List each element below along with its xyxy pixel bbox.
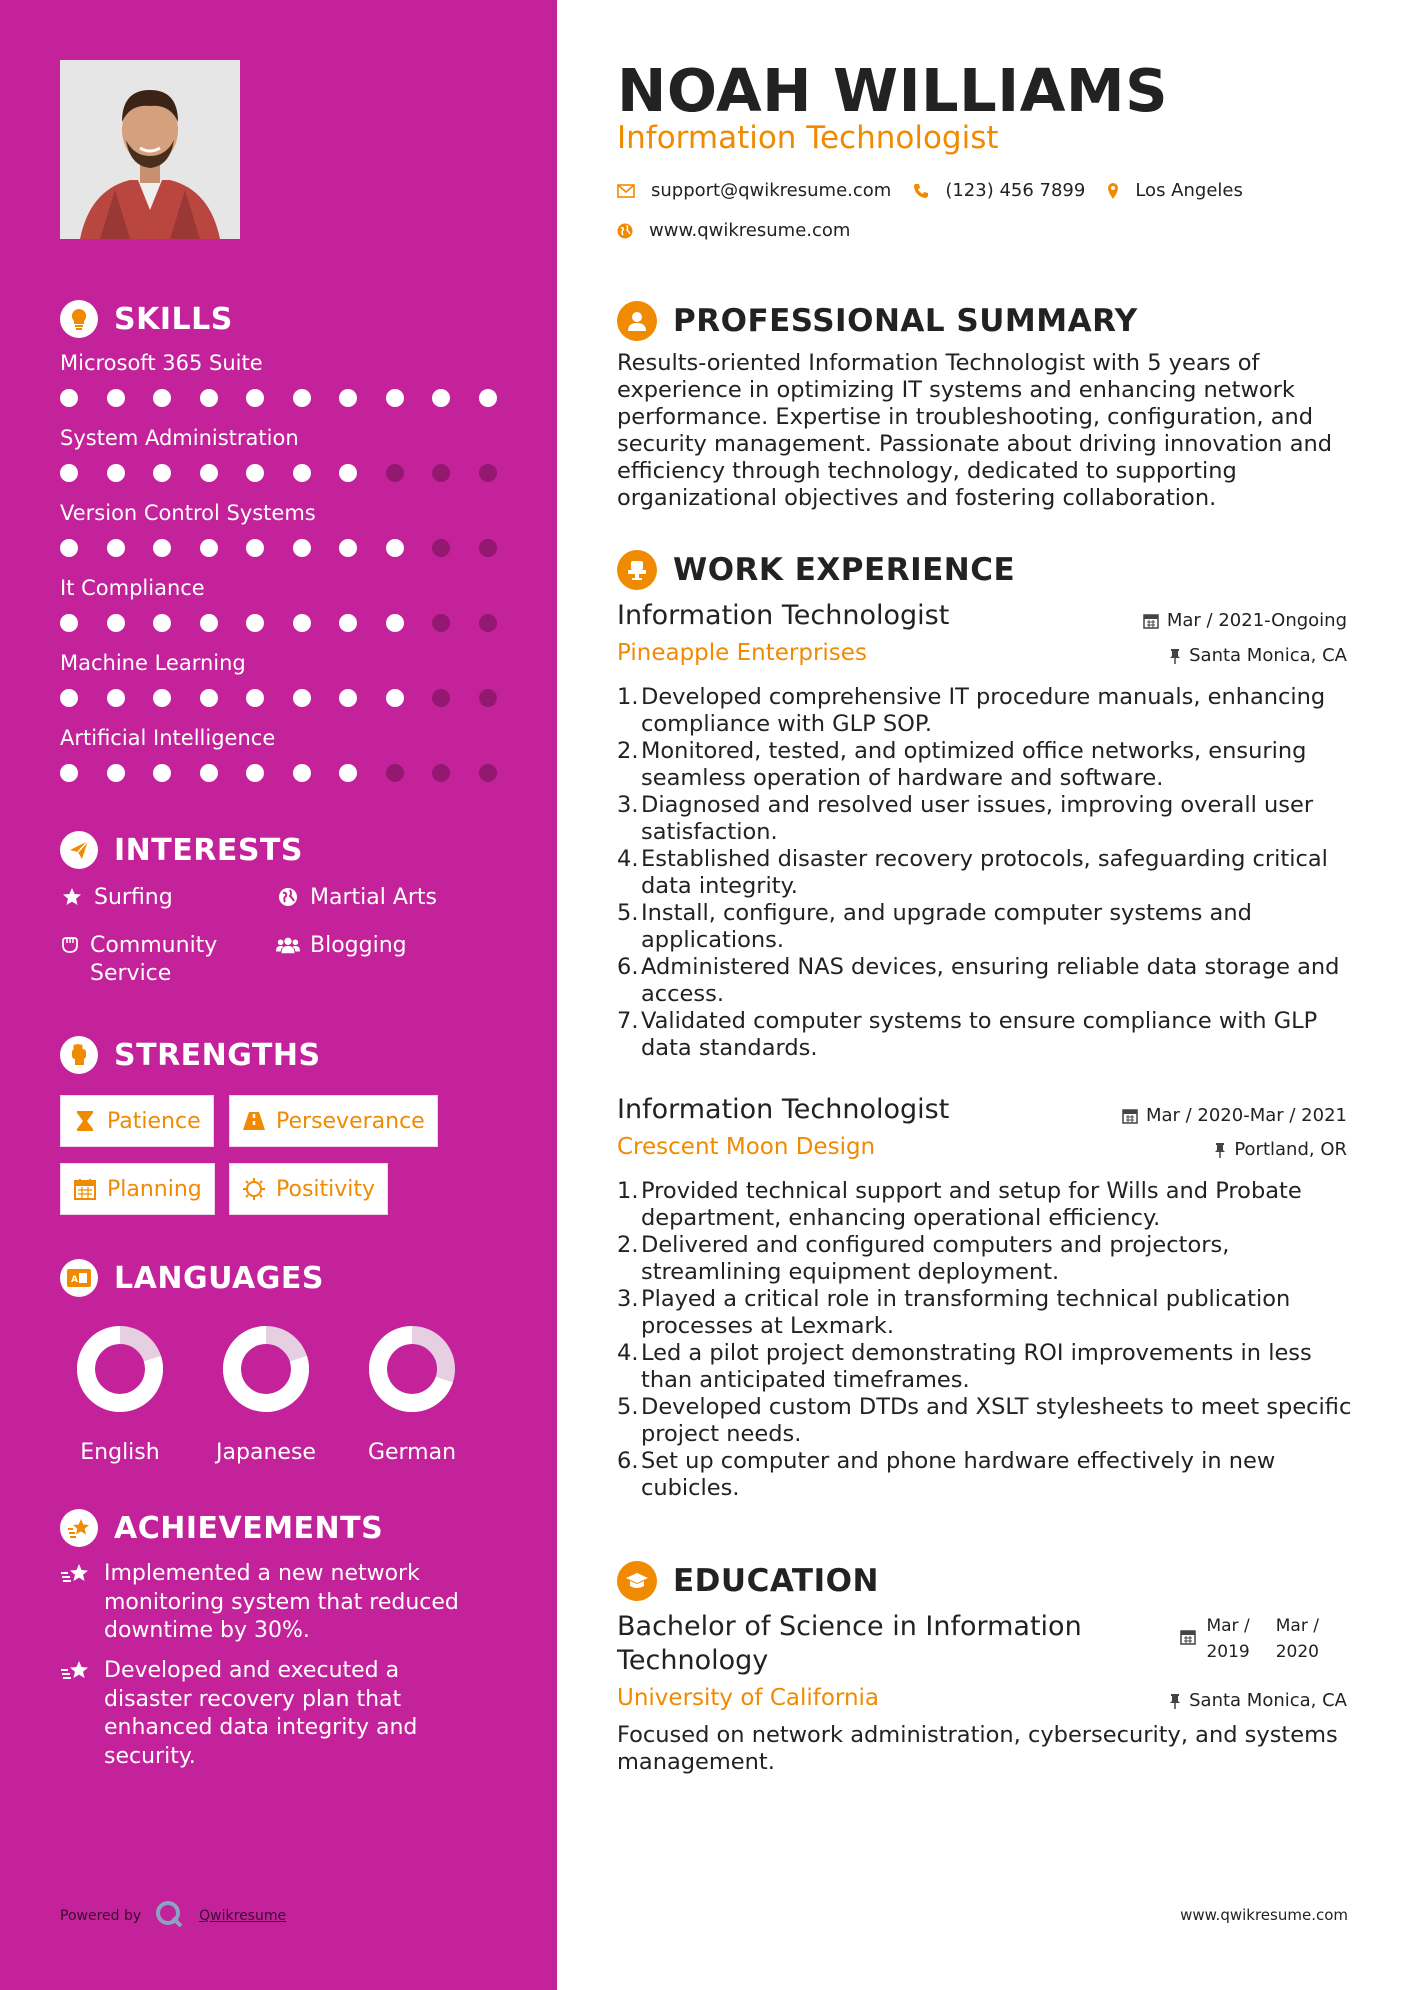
interest-label: Surfing	[94, 885, 173, 910]
candidate-role: Information Technologist	[617, 120, 999, 156]
languages-header	[60, 1256, 520, 1300]
strength-badge	[60, 1163, 215, 1215]
bullet-item	[617, 1394, 1357, 1448]
shooting-star-icon	[60, 1560, 90, 1646]
bullet-text: Delivered and configured computers and projectors, streamlining equipment deployment.	[641, 1232, 1230, 1285]
interests-section	[60, 828, 520, 988]
language-ring	[75, 1324, 165, 1414]
achievement-item	[60, 1657, 490, 1771]
job-title: Information Technologist	[617, 600, 950, 631]
education-end	[1276, 1613, 1319, 1665]
bullet-number: 4.	[617, 1340, 639, 1366]
fist-icon	[60, 1036, 98, 1074]
rating-dot	[386, 614, 404, 632]
rating-dot	[432, 389, 450, 407]
rating-dot	[339, 689, 357, 707]
job-title: Information Technologist	[617, 1094, 950, 1125]
rating-dot	[60, 764, 78, 782]
job-location-text: Portland, OR	[1234, 1139, 1347, 1160]
bullet-number: 2.	[617, 1232, 639, 1258]
interest-item	[60, 884, 173, 912]
rating-dot	[60, 614, 78, 632]
bullet-number: 5.	[617, 900, 639, 926]
profile-photo	[60, 60, 240, 239]
globe-icon	[617, 223, 633, 239]
language-name: Japanese	[216, 1440, 316, 1465]
rating-dot	[60, 689, 78, 707]
strengths-header	[60, 1033, 520, 1077]
job-location-text: Santa Monica, CA	[1189, 645, 1347, 666]
bullet-number: 3.	[617, 792, 639, 818]
bullet-number: 1.	[617, 1178, 639, 1204]
rating-dot	[153, 464, 171, 482]
experience-title: WORK EXPERIENCE	[673, 552, 1016, 588]
achievements-section	[60, 1506, 520, 1550]
rating-dot	[60, 389, 78, 407]
education-location	[1169, 1690, 1347, 1711]
language-ring	[367, 1324, 457, 1414]
bullet-item	[617, 900, 1357, 954]
rating-dot	[386, 764, 404, 782]
rating-dot	[200, 539, 218, 557]
summary-text: Results-oriented Information Technologist with 5 years of experience in optimizing IT systems and enhancing network performance. Expertise in troubleshooting, configuration, and security management. Passionate about driving innovation and efficiency through technology, dedicated to supporting organizational objectives and fostering collaboration.	[617, 350, 1333, 511]
education-location-text: Santa Monica, CA	[1189, 1690, 1347, 1711]
sidebar	[0, 0, 557, 1990]
pushpin-icon	[1169, 648, 1181, 664]
education-school: University of California	[617, 1685, 880, 1711]
job-location	[1214, 1139, 1347, 1160]
calendar-icon	[1143, 613, 1159, 629]
job-bullets	[617, 1178, 1357, 1502]
summary-header	[617, 299, 1138, 343]
achievement-text: Implemented a new network monitoring system that reduced downtime by 30%.	[104, 1561, 459, 1643]
interest-item	[276, 932, 407, 960]
rating-dot	[246, 539, 264, 557]
education-end-month: Mar /	[1275, 1616, 1319, 1636]
rating-dot	[293, 539, 311, 557]
rating-dot	[153, 389, 171, 407]
skill-item	[60, 424, 520, 499]
rating-dot	[293, 764, 311, 782]
sun-icon	[242, 1177, 266, 1201]
pushpin-icon	[1214, 1142, 1226, 1158]
education-header	[617, 1559, 879, 1603]
interests-header	[60, 828, 520, 872]
skill-rating	[60, 614, 525, 632]
rating-dot	[200, 389, 218, 407]
job-bullets	[617, 684, 1357, 1062]
bullet-text: Played a critical role in transforming technical publication processes at Lexmark.	[641, 1286, 1291, 1339]
bullet-number: 7.	[617, 1008, 639, 1034]
rating-dot	[107, 614, 125, 632]
language-ring	[221, 1324, 311, 1414]
education-dates	[1180, 1613, 1319, 1665]
phone-icon	[913, 183, 929, 199]
rating-dot	[107, 539, 125, 557]
bullet-number: 1.	[617, 684, 639, 710]
rating-dot	[479, 389, 497, 407]
bullet-number: 6.	[617, 1448, 639, 1474]
skill-item	[60, 724, 520, 799]
users-icon	[276, 932, 300, 955]
rating-dot	[432, 764, 450, 782]
skills-list	[60, 349, 520, 799]
rating-dot	[386, 539, 404, 557]
job-company: Crescent Moon Design	[617, 1134, 876, 1160]
skill-rating	[60, 464, 525, 482]
job-dates-text: Mar / 2020-Mar / 2021	[1145, 1105, 1347, 1126]
skill-item	[60, 499, 520, 574]
rating-dot	[153, 614, 171, 632]
interest-label: Blogging	[310, 933, 407, 958]
shooting-star-icon	[60, 1657, 90, 1771]
paper-plane-icon	[60, 831, 98, 869]
rating-dot	[293, 689, 311, 707]
bullet-number: 5.	[617, 1394, 639, 1420]
language-name: German	[367, 1440, 457, 1465]
bullet-item	[617, 738, 1357, 792]
rating-dot	[153, 539, 171, 557]
skill-item	[60, 349, 520, 424]
skills-title: SKILLS	[114, 301, 233, 337]
skill-name: Version Control Systems	[60, 501, 316, 525]
bullet-number: 2.	[617, 738, 639, 764]
rating-dot	[246, 689, 264, 707]
rating-dot	[479, 689, 497, 707]
interest-label: Community Service	[90, 933, 218, 986]
qwikresume-link[interactable]: Qwikresume	[199, 1908, 287, 1924]
rating-dot	[60, 539, 78, 557]
bullet-item	[617, 1340, 1357, 1394]
rating-dot	[153, 764, 171, 782]
contact-location: Los Angeles	[1135, 180, 1243, 201]
rating-dot	[246, 764, 264, 782]
shooting-star-icon	[60, 1509, 98, 1547]
language-item	[206, 1324, 326, 1465]
summary-title: PROFESSIONAL SUMMARY	[673, 303, 1138, 339]
rating-dot	[246, 464, 264, 482]
strength-badge	[229, 1095, 438, 1147]
interest-label: Martial Arts	[310, 885, 438, 910]
contact-website[interactable]: www.qwikresume.com	[649, 220, 851, 241]
website-row	[617, 220, 850, 241]
rating-dot	[200, 614, 218, 632]
bullet-text: Developed custom DTDs and XSLT stylesheets to meet specific project needs.	[641, 1394, 1352, 1447]
rating-dot	[293, 464, 311, 482]
contact-row	[617, 180, 1243, 201]
bullet-text: Provided technical support and setup for Wills and Probate department, enhancing operational efficiency.	[641, 1178, 1302, 1231]
hand-icon	[60, 932, 80, 955]
achievement-text: Developed and executed a disaster recovery plan that enhanced data integrity and security.	[104, 1658, 418, 1769]
rating-dot	[293, 389, 311, 407]
skill-rating	[60, 539, 525, 557]
achievements-title: ACHIEVEMENTS	[114, 1510, 384, 1546]
rating-dot	[293, 614, 311, 632]
star-icon	[60, 884, 84, 907]
footer-url[interactable]: www.qwikresume.com	[1180, 1906, 1348, 1924]
bullet-text: Diagnosed and resolved user issues, improving overall user satisfaction.	[641, 792, 1314, 845]
rating-dot	[479, 464, 497, 482]
rating-dot	[479, 614, 497, 632]
rating-dot	[432, 614, 450, 632]
job-dates	[1122, 1105, 1347, 1126]
bullet-text: Led a pilot project demonstrating ROI improvements in less than anticipated timeframes.	[641, 1340, 1312, 1393]
briefcase-icon	[617, 550, 657, 590]
translate-icon	[60, 1259, 98, 1297]
skill-item	[60, 574, 520, 649]
rating-dot	[246, 614, 264, 632]
skills-section	[60, 297, 520, 799]
rating-dot	[386, 689, 404, 707]
strength-badge	[60, 1095, 214, 1147]
job-dates	[1143, 610, 1347, 631]
bullet-item	[617, 1232, 1357, 1286]
skill-name: Microsoft 365 Suite	[60, 351, 263, 375]
achievements-header	[60, 1506, 520, 1550]
skill-name: Machine Learning	[60, 651, 246, 675]
skill-rating	[60, 689, 525, 707]
rating-dot	[246, 389, 264, 407]
job-company: Pineapple Enterprises	[617, 640, 867, 666]
bullet-item	[617, 1448, 1357, 1502]
rating-dot	[339, 464, 357, 482]
road-icon	[242, 1109, 266, 1133]
bullet-item	[617, 1178, 1357, 1232]
rating-dot	[339, 614, 357, 632]
interest-item	[276, 884, 437, 912]
bullet-text: Install, configure, and upgrade computer systems and applications.	[641, 900, 1252, 953]
education-start-year: 2019	[1206, 1642, 1250, 1662]
rating-dot	[107, 389, 125, 407]
job-location	[1169, 645, 1347, 666]
strength-label: Planning	[107, 1176, 202, 1202]
lightbulb-icon	[60, 300, 98, 338]
language-item	[352, 1324, 472, 1465]
strength-label: Patience	[107, 1108, 201, 1134]
envelope-icon	[617, 184, 635, 198]
bullet-text: Set up computer and phone hardware effectively in new cubicles.	[641, 1448, 1276, 1501]
rating-dot	[432, 539, 450, 557]
rating-dot	[432, 689, 450, 707]
education-title: EDUCATION	[673, 1563, 879, 1599]
bullet-item	[617, 1286, 1357, 1340]
rating-dot	[107, 689, 125, 707]
skill-name: Artificial Intelligence	[60, 726, 276, 750]
globe-icon	[276, 884, 300, 907]
rating-dot	[200, 689, 218, 707]
skills-header	[60, 297, 520, 341]
rating-dot	[479, 764, 497, 782]
contact-email[interactable]: support@qwikresume.com	[651, 180, 892, 201]
rating-dot	[107, 764, 125, 782]
strengths-section	[60, 1033, 520, 1223]
bullet-item	[617, 684, 1357, 738]
rating-dot	[153, 689, 171, 707]
education-degree: Bachelor of Science in Information Technology	[617, 1611, 1082, 1676]
rating-dot	[339, 539, 357, 557]
bullet-item	[617, 1008, 1357, 1062]
bullet-item	[617, 954, 1357, 1008]
rating-dot	[386, 389, 404, 407]
education-start-month: Mar /	[1206, 1616, 1250, 1636]
experience-header	[617, 548, 1015, 592]
contact-phone[interactable]: (123) 456 7899	[945, 180, 1086, 201]
rating-dot	[432, 464, 450, 482]
bullet-number: 6.	[617, 954, 639, 980]
bullet-text: Developed comprehensive IT procedure manuals, enhancing compliance with GLP SOP.	[641, 684, 1326, 737]
hourglass-icon	[73, 1109, 97, 1133]
education-start	[1206, 1613, 1249, 1665]
interest-item	[60, 932, 260, 988]
language-name: English	[80, 1440, 160, 1465]
pushpin-icon	[1169, 1693, 1181, 1709]
qwikresume-logo-icon	[155, 1900, 185, 1932]
rating-dot	[200, 464, 218, 482]
bullet-text: Monitored, tested, and optimized office networks, ensuring seamless operation of hardware and software.	[641, 738, 1307, 791]
svg-text:A: A	[71, 1275, 78, 1285]
education-description: Focused on network administration, cybersecurity, and systems management.	[617, 1722, 1338, 1775]
languages-section	[60, 1256, 520, 1465]
languages-title: LANGUAGES	[114, 1260, 324, 1296]
achievement-item	[60, 1560, 490, 1646]
strengths-title: STRENGTHS	[114, 1037, 321, 1073]
job-dates-text: Mar / 2021-Ongoing	[1166, 610, 1347, 631]
language-item	[60, 1324, 180, 1465]
rating-dot	[107, 464, 125, 482]
powered-by	[60, 1900, 286, 1932]
calendar-icon	[1122, 1108, 1138, 1124]
bullet-text: Validated computer systems to ensure compliance with GLP data standards.	[641, 1008, 1318, 1061]
rating-dot	[479, 539, 497, 557]
bullet-number: 3.	[617, 1286, 639, 1312]
interests-title: INTERESTS	[114, 832, 303, 868]
strength-badge	[229, 1163, 388, 1215]
powered-label: Powered by	[60, 1908, 142, 1924]
rating-dot	[339, 389, 357, 407]
skill-item	[60, 649, 520, 724]
candidate-name: NOAH WILLIAMS	[617, 56, 1169, 125]
rating-dot	[386, 464, 404, 482]
skill-rating	[60, 389, 525, 407]
user-icon	[617, 301, 657, 341]
graduation-cap-icon	[617, 1561, 657, 1601]
skill-name: It Compliance	[60, 576, 205, 600]
bullet-text: Established disaster recovery protocols, safeguarding critical data integrity.	[641, 846, 1328, 899]
bullet-item	[617, 846, 1357, 900]
map-pin-icon	[1107, 182, 1119, 200]
bullet-item	[617, 792, 1357, 846]
skill-name: System Administration	[60, 426, 299, 450]
rating-dot	[200, 764, 218, 782]
strength-label: Positivity	[276, 1176, 376, 1202]
bullet-text: Administered NAS devices, ensuring reliable data storage and access.	[641, 954, 1340, 1007]
skill-rating	[60, 764, 525, 782]
calendar-icon	[1180, 1613, 1196, 1665]
rating-dot	[60, 464, 78, 482]
calendar-icon	[73, 1177, 97, 1201]
strength-label: Perseverance	[276, 1108, 425, 1134]
bullet-number: 4.	[617, 846, 639, 872]
rating-dot	[339, 764, 357, 782]
education-end-year: 2020	[1275, 1642, 1319, 1662]
